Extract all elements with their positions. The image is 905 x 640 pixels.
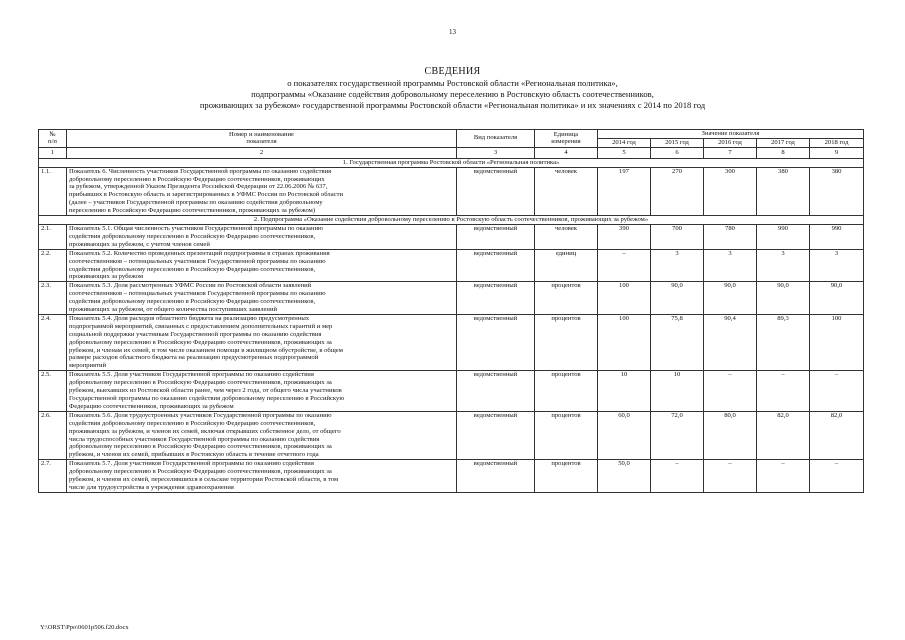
indicator-name-line: мероприятий: [69, 362, 107, 370]
row-number: 2.7.: [39, 460, 67, 493]
indicator-value: 89,3: [757, 314, 810, 370]
header-values-group: Значение показателя: [598, 130, 864, 139]
title-line-1: о показателях государственной программы Ростовской области «Региональная политика»,: [287, 78, 618, 88]
indicator-unit: человек: [535, 224, 598, 249]
indicator-value: 90,0: [757, 282, 810, 315]
indicator-value: 75,8: [651, 314, 704, 370]
row-number: 2.3.: [39, 282, 67, 315]
indicator-unit: единиц: [535, 249, 598, 282]
indicator-name-line: добровольному переселению в Российскую Федерацию соотечественников, проживающих за: [69, 379, 332, 387]
indicator-name-line: Показатель 6. Численность участников Государственной программы по оказанию содействия: [69, 167, 332, 175]
indicator-type: ведомственный: [457, 249, 535, 282]
section-row: [39, 216, 864, 225]
indicator-value: 390: [598, 224, 651, 249]
column-number: 7: [704, 147, 757, 158]
column-number: 1: [39, 147, 67, 158]
indicator-name-line: Показатель 5.3. Доля рассмотренных УФМС России по Ростовской области заявлений: [69, 282, 312, 290]
indicator-value: 270: [651, 167, 704, 215]
indicator-value: 100: [598, 314, 651, 370]
indicator-value: 50,0: [598, 460, 651, 493]
row-number: 2.6.: [39, 411, 67, 459]
indicator-name-line: (далее – участников Государственной программы по оказанию содействия добровольному: [69, 199, 323, 207]
header-row-1: [39, 130, 864, 139]
indicator-value: 990: [757, 224, 810, 249]
row-number: 2.2.: [39, 249, 67, 282]
indicator-value: 60,0: [598, 411, 651, 459]
indicator-name: [67, 167, 457, 215]
file-path-footer: Y:\ORST\Ppo\0601p506.f20.docx: [40, 624, 129, 631]
header-unit-line-1: Единица: [553, 130, 579, 138]
header-num: [39, 130, 67, 148]
indicator-name: [67, 224, 457, 249]
indicators-table: [38, 129, 864, 493]
column-number: 8: [757, 147, 810, 158]
table-row: [39, 371, 864, 412]
page-number: 13: [449, 28, 456, 36]
document-title: [0, 66, 905, 111]
section-row: [39, 158, 864, 167]
indicator-value: –: [704, 460, 757, 493]
indicator-value: 780: [704, 224, 757, 249]
header-unit-line-2: измерения: [551, 138, 581, 146]
indicator-unit: процентов: [535, 460, 598, 493]
column-number: 6: [651, 147, 704, 158]
row-number: 2.1.: [39, 224, 67, 249]
indicator-type: ведомственный: [457, 282, 535, 315]
indicator-name-line: содействия добровольному переселению в Российскую Федерацию соотечественников,: [69, 419, 316, 427]
header-num-line-1: №: [49, 130, 56, 138]
table-row: [39, 460, 864, 493]
indicator-name-line: проживающих за рубежом, и членов их семей, включая открывших собственное дело, от общего: [69, 427, 341, 435]
indicator-name-line: Показатель 5.4. Доля расходов областного бюджета на реализацию предусмотренных: [69, 314, 310, 322]
header-year: 2014 год: [598, 138, 651, 147]
indicator-value: 3: [651, 249, 704, 282]
indicator-name-line: Федерацию соотечественников, проживающих за рубежом: [69, 402, 234, 410]
indicator-name-line: добровольному переселению в Российскую Федерацию соотечественников, проживающих: [69, 175, 325, 183]
indicator-unit: процентов: [535, 371, 598, 412]
indicator-name-line: проживающих за рубежом, от общего количества поступивших заявлений: [69, 306, 278, 314]
indicator-unit: процентов: [535, 314, 598, 370]
indicator-value: –: [651, 460, 704, 493]
indicator-value: 90,4: [704, 314, 757, 370]
title-heading: СВЕДЕНИЯ: [424, 66, 481, 77]
indicator-name-line: Показатель 5.2. Количество проведенных презентаций подпрограммы в странах проживания: [69, 249, 330, 257]
indicator-unit: процентов: [535, 411, 598, 459]
header-year: 2017 год: [757, 138, 810, 147]
table-row: [39, 167, 864, 215]
indicator-value: 82,0: [810, 411, 864, 459]
table-row: [39, 224, 864, 249]
indicator-name-line: Показатель 5.7. Доля участников Государственной программы по оказанию содействия: [69, 460, 314, 468]
indicator-value: 90,0: [810, 282, 864, 315]
indicator-value: 82,0: [757, 411, 810, 459]
header-name-line-2: показателя: [246, 138, 277, 146]
indicator-value: 700: [651, 224, 704, 249]
indicator-name-line: рубежом, и членам их семей, в том числе оказанием помощи в жилищном обустройстве, в общем: [69, 346, 343, 354]
indicator-name-line: числа трудоспособных участников Государственной программы по оказанию содействия: [69, 435, 320, 443]
indicator-name: [67, 249, 457, 282]
indicator-name-line: за рубежом, утвержденной Указом Президента Российской Федерации от 22.06.2006 № 637,: [69, 183, 328, 191]
indicator-type: ведомственный: [457, 371, 535, 412]
section-title: 1. Государственная программа Ростовской области «Региональная политика»: [39, 158, 864, 167]
header-name: [67, 130, 457, 148]
indicator-value: 10: [598, 371, 651, 412]
indicator-name-line: добровольному переселению в Российскую Федерацию соотечественников, проживающих за: [69, 338, 332, 346]
title-line-2: подпрограммы «Оказание содействия добровольному переселению в Ростовскую область соотечественников,: [251, 89, 654, 99]
indicator-name-line: Показатель 5.5. Доля участников Государственной программы по оказанию содействия: [69, 371, 314, 379]
indicator-value: 3: [810, 249, 864, 282]
indicator-value: –: [810, 371, 864, 412]
indicator-name-line: Показатель 5.1. Общая численность участников Государственной программы по оказанию: [69, 224, 323, 232]
table-row: [39, 249, 864, 282]
indicator-name-line: рубежом, и членов их семей, прибывших в Ростовскую область в течение отчетного года: [69, 451, 319, 459]
indicator-name-line: размере расходов областного бюджета на реализацию предусмотренных подпрограммой: [69, 354, 319, 362]
indicator-name-line: добровольному переселению в Российскую Федерацию соотечественников, проживающих за: [69, 443, 332, 451]
header-year: 2016 год: [704, 138, 757, 147]
indicator-value: –: [704, 371, 757, 412]
table-row: [39, 411, 864, 459]
column-numbers-row: [39, 147, 864, 158]
header-type: Вид показателя: [457, 130, 535, 148]
indicator-name-line: подпрограммой мероприятий, связанных с предоставлением дополнительных гарантий и мер: [69, 322, 333, 330]
indicator-type: ведомственный: [457, 411, 535, 459]
indicator-value: 990: [810, 224, 864, 249]
indicator-name-line: соотечественников – потенциальных участников Государственной программы по оказанию: [69, 257, 326, 265]
column-number: 2: [67, 147, 457, 158]
row-number: 2.5.: [39, 371, 67, 412]
title-line-3: проживающих за рубежом» государственной программы Ростовской области «Региональная политика» и их значениях с 2014 по 2018 год: [199, 100, 706, 110]
indicator-name-line: добровольному переселению в Российскую Федерацию соотечественников, проживающих за: [69, 468, 332, 476]
indicator-value: –: [757, 460, 810, 493]
indicator-name-line: социальной поддержки участникам Государственной программы по оказанию содействия: [69, 330, 322, 338]
indicator-name-line: переселению в Российскую Федерацию соотечественников, проживающих за рубежом): [69, 207, 316, 215]
indicator-name-line: содействия добровольному переселению в Российскую Федерацию соотечественников,: [69, 298, 316, 306]
row-number: 1.1.: [39, 167, 67, 215]
indicator-value: 90,0: [704, 282, 757, 315]
indicator-name-line: проживающих за рубежом: [69, 273, 144, 281]
row-number: 2.4.: [39, 314, 67, 370]
indicator-value: 300: [704, 167, 757, 215]
indicator-unit: процентов: [535, 282, 598, 315]
header-year: 2015 год: [651, 138, 704, 147]
indicator-name: [67, 282, 457, 315]
indicator-name-line: рубежом, выехавших из Ростовской области ранее, чем через 2 года, от общего числа участников: [69, 387, 342, 395]
indicator-name: [67, 411, 457, 459]
indicator-value: 100: [810, 314, 864, 370]
indicator-name-line: прибывших в Ростовскую область и зарегистрированных в УФМС России по Ростовской области: [69, 191, 343, 199]
indicator-value: 380: [810, 167, 864, 215]
indicator-name-line: рубежом, и членов их семей, переселившихся в сельские территории Ростовской области, в том: [69, 476, 339, 484]
indicator-type: ведомственный: [457, 460, 535, 493]
indicator-name-line: проживающих за рубежом, с учетом членов семей: [69, 240, 210, 248]
indicator-name: [67, 371, 457, 412]
indicator-unit: человек: [535, 167, 598, 215]
indicator-name-line: числе для трудоустройства в учреждения здравоохранения: [69, 483, 234, 491]
indicator-value: 380: [757, 167, 810, 215]
indicator-type: ведомственный: [457, 167, 535, 215]
indicator-type: ведомственный: [457, 314, 535, 370]
indicator-name-line: содействия добровольному переселению в Российскую Федерацию соотечественников,: [69, 265, 316, 273]
header-num-line-2: п/п: [48, 138, 57, 146]
header-year: 2018 год: [810, 138, 864, 147]
indicator-value: –: [598, 249, 651, 282]
indicator-name: [67, 314, 457, 370]
indicator-value: –: [757, 371, 810, 412]
indicator-name-line: Показатель 5.6. Доля трудоустроенных участников Государственной программы по оказанию: [69, 411, 332, 419]
header-name-line-1: Номер и наименование: [228, 130, 294, 138]
indicator-value: 90,0: [651, 282, 704, 315]
indicator-value: 197: [598, 167, 651, 215]
column-number: 4: [535, 147, 598, 158]
indicator-value: 80,0: [704, 411, 757, 459]
column-number: 5: [598, 147, 651, 158]
section-title: 2. Подпрограмма «Оказание содействия добровольному переселению в Ростовскую область соотечественников, проживающих за рубежом»: [39, 216, 864, 225]
header-unit: [535, 130, 598, 148]
indicator-name-line: содействия добровольному переселению в Российскую Федерацию соотечественников,: [69, 232, 316, 240]
column-number: 3: [457, 147, 535, 158]
indicator-value: 72,0: [651, 411, 704, 459]
column-number: 9: [810, 147, 864, 158]
indicator-type: ведомственный: [457, 224, 535, 249]
indicator-value: 3: [757, 249, 810, 282]
table-body: [39, 158, 864, 492]
indicator-value: 3: [704, 249, 757, 282]
indicator-value: 100: [598, 282, 651, 315]
indicator-name: [67, 460, 457, 493]
indicator-value: –: [810, 460, 864, 493]
table-row: [39, 282, 864, 315]
indicator-value: 10: [651, 371, 704, 412]
indicator-name-line: соотечественников – потенциальных участников Государственной программы по оказанию: [69, 290, 326, 298]
table-row: [39, 314, 864, 370]
indicator-name-line: Государственной программы по оказанию содействия добровольному переселению в Российскую: [69, 395, 345, 402]
